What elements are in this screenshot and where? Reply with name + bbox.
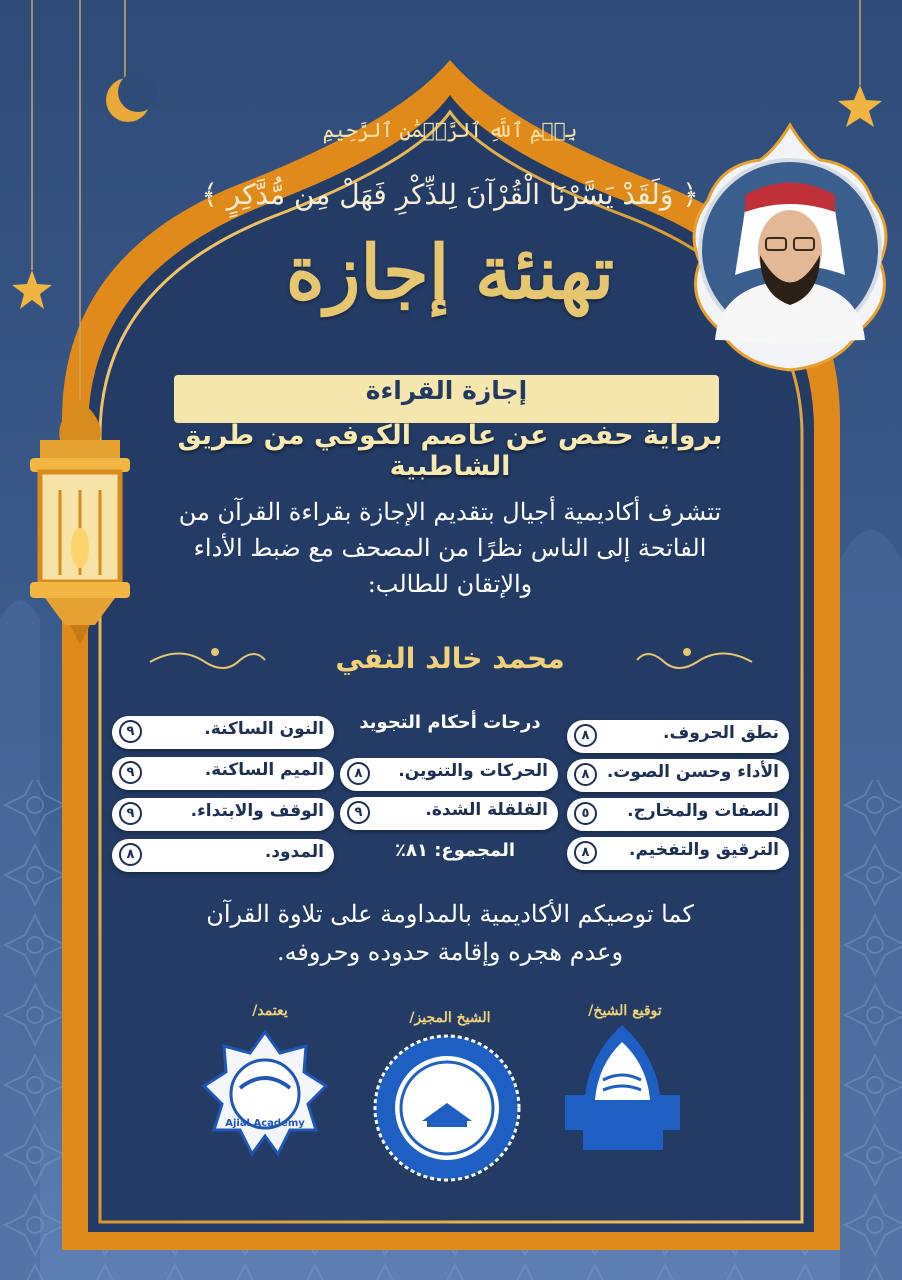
grade-pill (567, 720, 789, 753)
signature-label: توقيع الشيخ/ (588, 1003, 662, 1019)
grade-label: الوقف والابتداء. (190, 801, 324, 821)
intro-line: الفاتحة إلى الناس نظرًا من المصحف مع ضبط الأداء (193, 534, 707, 562)
grade-value: ٨ (574, 763, 597, 786)
grades-title: درجات أحكام التجويد (359, 712, 541, 733)
narration-text: برواية حفص عن عاصم الكوفي من طريق الشاطبية (177, 420, 723, 482)
closing-line: كما توصيكم الأكاديمية بالمداومة على تلاوة القرآن (206, 900, 694, 928)
grade-pill (112, 798, 334, 831)
academy-logo-text: Ajial Academy (225, 1118, 305, 1129)
grade-label: نطق الحروف. (663, 723, 779, 743)
grade-label: المدود. (264, 842, 324, 862)
intro-line: تتشرف أكاديمية أجيال بتقديم الإجازة بقراءة القرآن من (178, 498, 722, 526)
grade-label: الحركات والتنوين. (398, 761, 548, 781)
signature-seal-icon (555, 1020, 690, 1170)
grade-label: الترقيق والتفخيم. (629, 840, 779, 860)
seal-icon (372, 1033, 522, 1183)
grade-value: ٩ (119, 761, 142, 784)
grade-label: الأداء وحسن الصوت. (606, 762, 779, 782)
grade-label: الصفات والمخارج. (627, 801, 779, 821)
grade-pill (567, 798, 789, 831)
grades-total: المجموع: ٨١٪ (394, 840, 516, 861)
student-name: محمد خالد النقي (335, 642, 565, 675)
grade-value: ٩ (119, 802, 142, 825)
grade-label: النون الساكنة. (204, 719, 324, 739)
certificate-title: إجازة القراءة (365, 376, 528, 405)
grade-pill (340, 758, 558, 791)
grade-label: الميم الساكنة. (204, 760, 324, 780)
grade-label: القلقلة الشدة. (425, 800, 548, 820)
grade-pill (112, 757, 334, 790)
grade-value: ٩ (347, 801, 370, 824)
grade-value: ٩ (119, 720, 142, 743)
grade-pill (567, 837, 789, 870)
bismillah: بِسۡمِ ٱللَّهِ ٱلرَّحۡمَٰنِ ٱلرَّحِيمِ (322, 118, 578, 142)
closing-text (150, 895, 750, 971)
grade-value: ٨ (574, 841, 597, 864)
grade-pill (567, 759, 789, 792)
grade-value: ٨ (119, 843, 142, 866)
sheikh-label: الشيخ المجيز/ (409, 1010, 491, 1026)
main-title: تهنئة إجازة (285, 230, 615, 316)
grade-pill (340, 797, 558, 830)
grade-value: ٥ (574, 802, 597, 825)
closing-line: وعدم هجره وإقامة حدوده وحروفه. (276, 938, 624, 966)
grade-value: ٨ (347, 762, 370, 785)
academy-seal-icon (200, 1028, 330, 1158)
grade-value: ٨ (574, 724, 597, 747)
grade-pill (112, 839, 334, 872)
intro-text (150, 494, 750, 602)
grade-pill (112, 716, 334, 749)
approver-label: يعتمد/ (252, 1003, 288, 1019)
intro-line: والإتقان للطالب: (367, 570, 533, 598)
quran-verse: ﴿ وَلَقَدْ يَسَّرْنَا الْقُرْآنَ لِلذِّكْرِ فَهَلْ مِن مُّدَّكِرٍ ﴾ (201, 178, 699, 211)
